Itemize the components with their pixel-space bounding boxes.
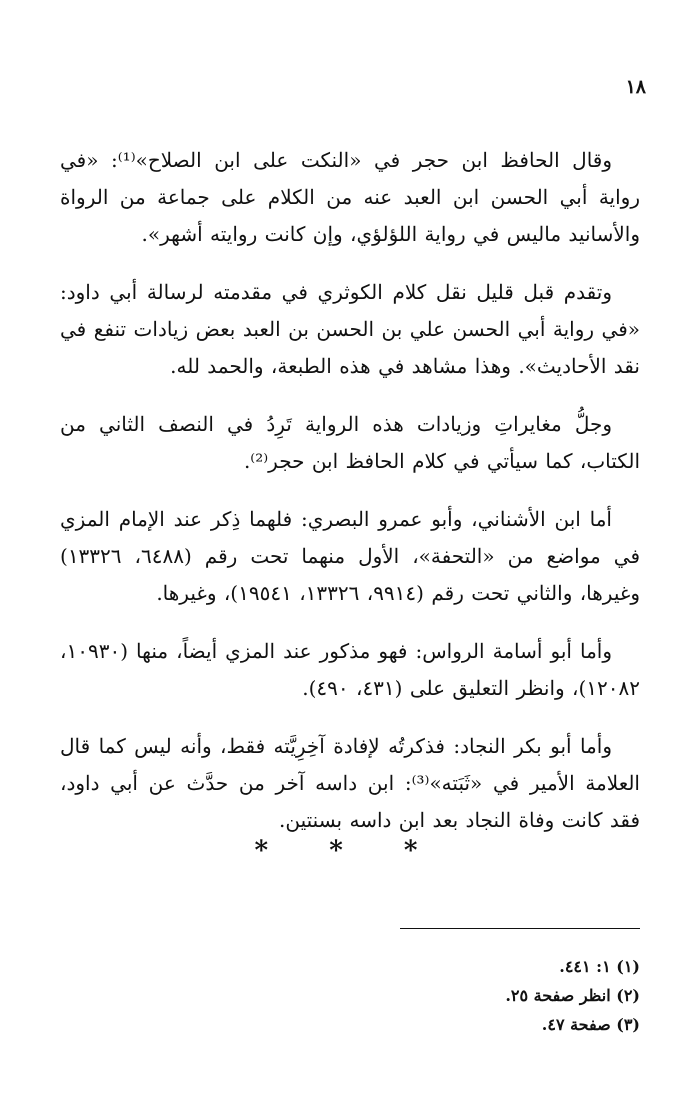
footnote-divider	[400, 928, 640, 929]
paragraph-abu-usama: وأما أبو أسامة الرواس: فهو مذكور عند المزي أيضاً، منها (١٠٩٣٠، ١٢٠٨٢)، وانظر التعليق على (٤٣١، ٤٩٠).	[60, 639, 640, 700]
page-number: ١٨	[625, 76, 646, 98]
footnote-2: (٢) انظر صفحة ٢٥.	[505, 986, 640, 1005]
paragraph-ibn-hajar-quote: وقال الحافظ ابن حجر في «النكت على ابن الصلاح»⁽¹⁾: «في رواية أبي الحسن ابن العبد عنه من الكلام على جماعة من الرواة والأسانيد ماليس في رواية اللؤلؤي، وإن كانت روايته أشهر».	[60, 148, 640, 246]
section-separator-stars: * * *	[254, 836, 444, 866]
footnote-1: (١) ١: ٤٤١.	[559, 957, 640, 976]
paragraph-najjad: وأما أبو بكر النجاد: فذكرتُه لإفادة آخِرِيَّته فقط، وأنه ليس كما قال العلامة الأمير في «ثَبَته»⁽³⁾: ابن داسه آخر من حدَّث عن أبي داود، فقد كانت وفاة النجاد بعد ابن داسه بسنتين.	[60, 734, 640, 832]
paragraph-variants-note: وجلُّ مغايراتِ وزيادات هذه الرواية تَرِدُ في النصف الثاني من الكتاب، كما سيأتي في كلام الحافظ ابن حجر⁽²⁾.	[60, 412, 640, 473]
footnote-3: (٣) صفحة ٤٧.	[541, 1015, 640, 1034]
paragraph-kawthari-quote: وتقدم قبل قليل نقل كلام الكوثري في مقدمته لرسالة أبي داود: «في رواية أبي الحسن علي بن الحسن بن العبد بعض زيادات تنفع في نقد الأحاديث». وهذا مشاهد في هذه الطبعة، والحمد لله.	[60, 280, 640, 378]
footnotes	[60, 952, 640, 1039]
paragraph-ashnani-basri: أما ابن الأشناني، وأبو عمرو البصري: فلهما ذِكر عند الإمام المزي في مواضع من «التحفة»، الأول منهما تحت رقم (٦٤٨٨، ١٣٣٢٦) وغيرها، والثاني تحت رقم (٩٩١٤، ١٣٣٢٦، ١٩٥٤١)، وغيرها.	[60, 507, 641, 605]
main-text	[60, 142, 640, 860]
